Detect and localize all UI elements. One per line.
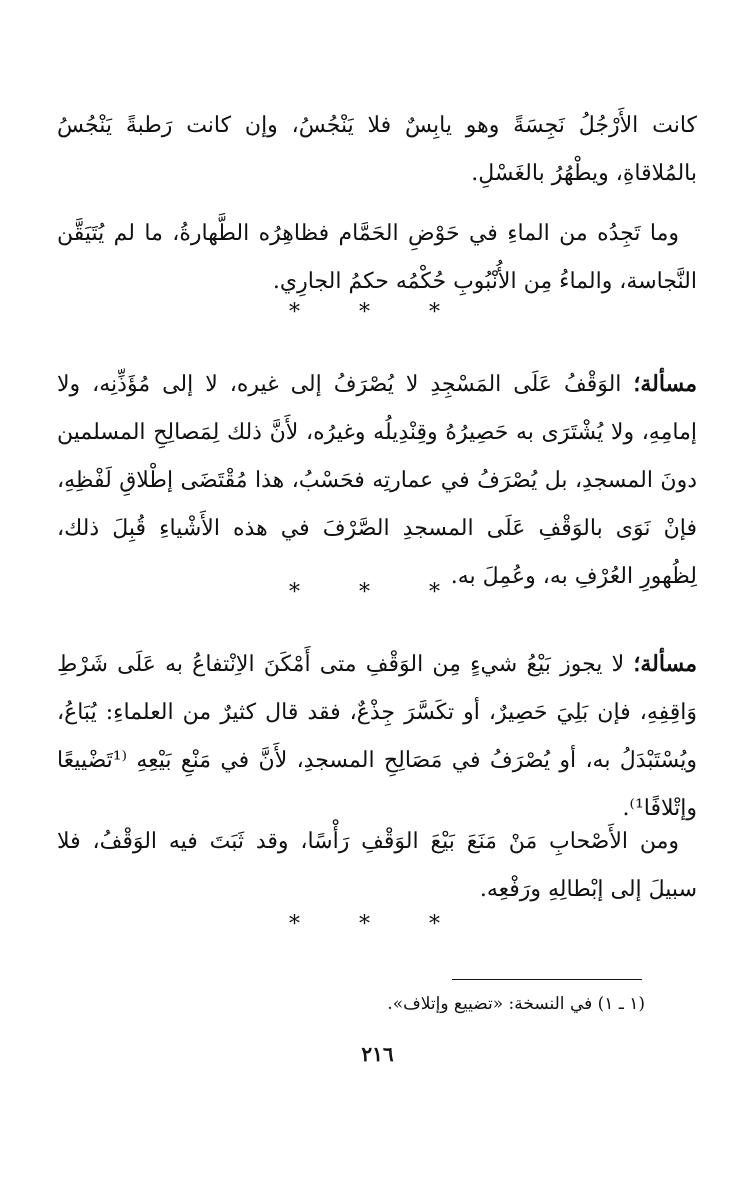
section-separator-2: * * *: [289, 580, 466, 605]
footnote-marked-text: ⁽¹تَضْييعًا وإتْلافًا¹⁾.: [57, 748, 697, 821]
paragraph-3: [57, 360, 697, 601]
paragraph-4: [57, 640, 697, 833]
paragraph-5-text: ومن الأَصْحابِ مَنْ مَنَعَ بَيْعَ الوَقْفِ رَأْسًا، وقد ثَبَتَ فيه الوَقْفُ، فلا سبيلَ إلى إبْطالِهِ ورَفْعِه.: [57, 829, 697, 902]
footnote-divider: [452, 979, 642, 980]
paragraph-2-text: وما تَجِدُه من الماءِ في حَوْضِ الحَمَّام فظاهِرُه الطَّهارةُ، ما لم يُتَيَقَّن النَّجاسة، والماءُ مِن الأُنْبُوبِ حُكْمُه حكمُ الجارِي.: [57, 221, 697, 294]
paragraph-1-text: كانت الأَرْجُلُ نَجِسَةً وهو يابِسٌ فلا يَنْجُسُ، وإن كانت رَطبةً يَنْجُسُ بالمُلاقاةِ، ويطْهُرُ بالغَسْلِ.: [57, 113, 697, 186]
section-separator-3: * * *: [289, 912, 466, 937]
paragraph-4-text: لا يجوز بَيْعُ شيءٍ مِن الوَقْفِ متى أَمْكَنَ الاِنْتفاعُ به عَلَى شَرْطِ وَاقِفِهِ، فإن بَلِيَ حَصِيرٌ، أو تكَسَّرَ جِذْعٌ، فقد قال كثيرٌ من العلماءِ: يُبَاعُ، ويُسْتَبْدَلُ به، أو يُصْرَفُ في مَصَالِحِ المسجدِ، لأَنَّ في مَنْعِ بَيْعِهِ: [57, 652, 697, 773]
issue-label: مسألة؛: [633, 371, 697, 397]
footnote: (١ ـ ١) في النسخة: «تضييع وإتلاف».: [387, 994, 645, 1014]
paragraph-2: [57, 210, 697, 306]
paragraph-5: [57, 818, 697, 914]
section-separator-1: * * *: [289, 300, 466, 325]
issue-label: مسألة؛: [633, 651, 697, 677]
paragraph-1: [57, 102, 697, 198]
paragraph-3-text: الوَقْفُ عَلَى المَسْجِدِ لا يُصْرَفُ إلى غيره، لا إلى مُؤَذِّنِه، ولا إمامِهِ، ولا يُشْتَرَى به حَصِيرُهُ وقِنْدِيلُه وغيرُه، لأَنَّ ذلك لِمَصالِحِ المسلمين دونَ المسجدِ، بل يُصْرَفُ في عمارتِه فحَسْبُ، هذا مُقْتَضَى إطْلاقِ لَفْظِهِ، فإنْ نَوَى بالوَقْفِ عَلَى المسجدِ الصَّرْفَ في هذه الأَشْياءِ قُبِلَ ذلك، لِظُهورِ العُرْفِ به، وعُمِلَ به.: [57, 372, 697, 589]
page-number: ٢١٦: [361, 1042, 394, 1066]
